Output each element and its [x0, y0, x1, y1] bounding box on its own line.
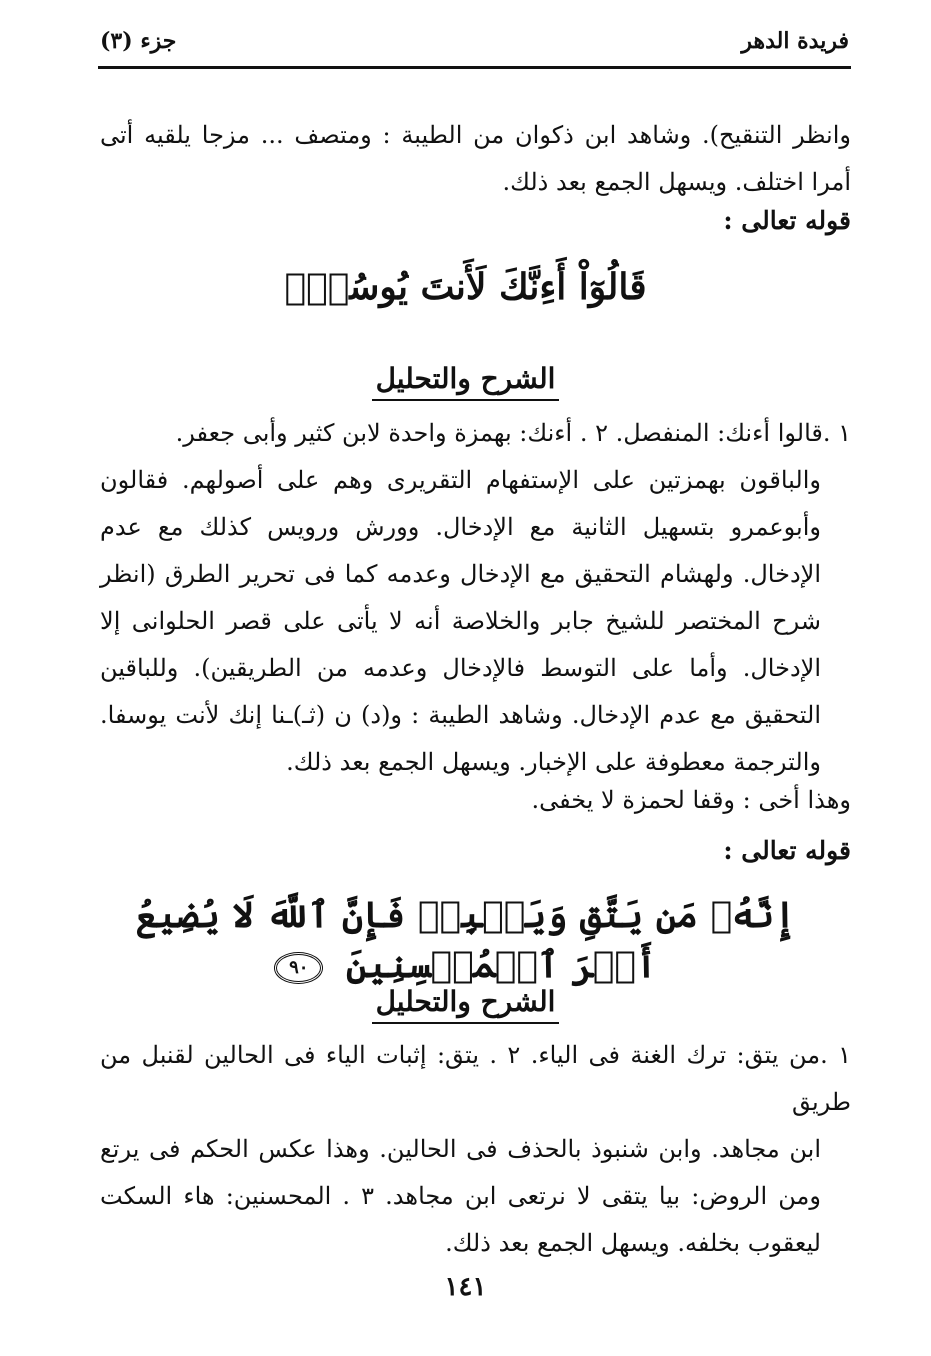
page-number: ١٤١ [444, 1272, 487, 1302]
quran-verse-2 [100, 890, 831, 990]
intro-paragraph: وانظر التنقيح). وشاهد ابن ذكوان من الطيبة : ومتصف ... مزجا يلقيه أتى أمرا اختلف. ويسهل الجمع بعد ذلك. [100, 121, 851, 196]
verse-1-text: قَالُوٓاْ أَءِنَّكَ لَأَنتَ يُوسُفُۖ [284, 266, 647, 308]
quran-verse-1 [100, 262, 831, 312]
section-title-2 [0, 985, 931, 1024]
section-1-heading: الشرح والتحليل [372, 362, 560, 401]
commentary-block-2 [100, 1032, 851, 1267]
verse-label-2: قوله تعالى : [723, 836, 851, 865]
intro-paragraph-block [100, 112, 851, 206]
verse-2-text: إِنَّهُۥ مَن يَتَّقِ وَيَصۡبِرۡ فَإِنَّ ٱللَّهَ لَا يُضِيعُ أَجۡرَ ٱلۡمُحۡسِنِينَ [135, 894, 796, 986]
commentary-1-body: والباقون بهمزتين على الإستفهام التقريرى وهم على أصولهم. فقالون وأبوعمرو بتسهيل الثانية مع الإدخال. وورش ورويس كذلك مع عدم الإدخال. ولهشام التحقيق مع الإدخال وعدمه كما فى تحرير الطرق (انظر شرح المختصر للشيخ جابر والخلاصة أنه لا يأتى على قصر الحلوانى إلا الإدخال. وأما على التوسط فالإدخال وعدمه من الطريقين). وللباقين التحقيق مع عدم الإدخال. وشاهد الطيبة : و(د) ن (ثـ)ـنا إنك لأنت يوسفا. والترجمة معطوفة على الإخبار. ويسهل الجمع بعد ذلك. [100, 466, 821, 776]
ayah-number-marker: ٩٠ [274, 952, 323, 984]
section-2-heading: الشرح والتحليل [372, 985, 560, 1024]
reader-note: وهذا أخى : وقفا لحمزة لا يخفى. [531, 786, 851, 814]
page-header [100, 22, 849, 68]
verse-label-1: قوله تعالى : [723, 206, 851, 235]
commentary-2-body: ابن مجاهد. وابن شنبوذ بالحذف فى الحالين. وهذا عكس الحكم فى يرتع ومن الروض: بيا يتقى لا نرتعى ابن مجاهد. ٣ . المحسنين: هاء السكت ليعقوب بخلفه. ويسهل الجمع بعد ذلك. [100, 1135, 821, 1257]
part-label: جزء (٣) [100, 28, 177, 54]
commentary-2-first-line: ١ .من يتق: ترك الغنة فى الياء. ٢ . يتق: إثبات الياء فى الحالين لقنبل من طريق [100, 1041, 852, 1116]
commentary-block-1 [100, 410, 851, 786]
header-divider [98, 66, 851, 69]
book-title: فريدة الدهر [741, 28, 849, 54]
commentary-1-first-line: ١ .قالوا أءنك: المنفصل. ٢ . أءنك: بهمزة واحدة لابن كثير وأبى جعفر. [175, 419, 851, 447]
section-title-1 [0, 362, 931, 401]
